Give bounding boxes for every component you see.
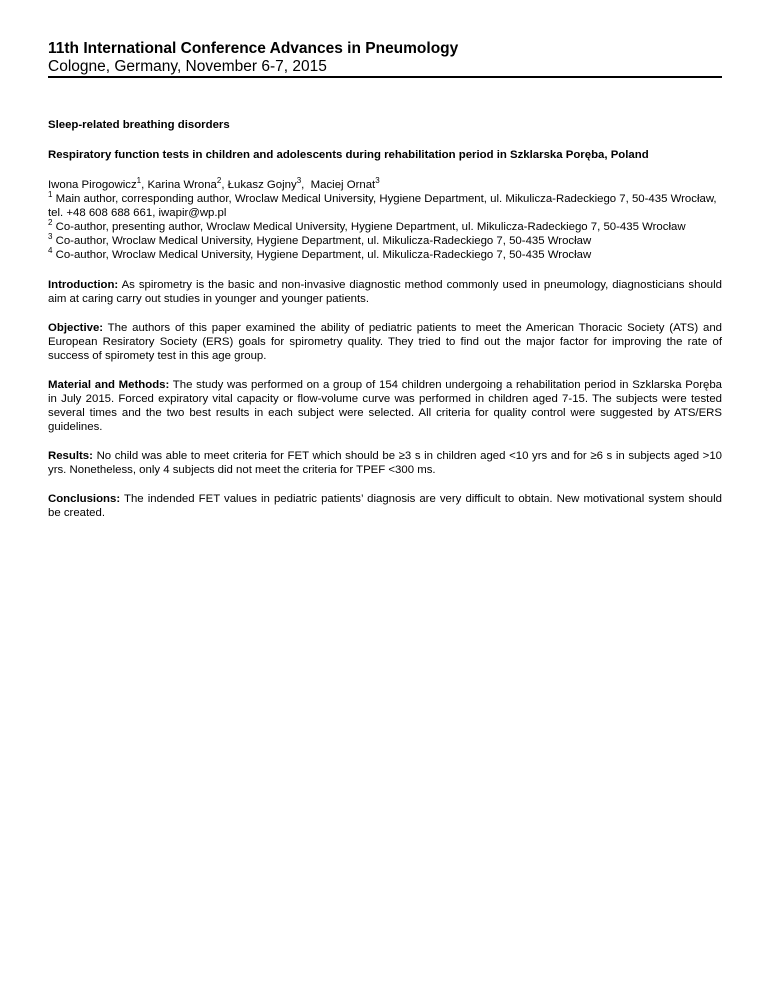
section-text: The authors of this paper examined the ability of pediatric patients to meet the American Thoracic Society (ATS) and European Resiratory Society (ERS) goals for spirometry quality. They tried to find out the major factor for improving the rate of success of spiromety test in this age group.	[48, 322, 722, 362]
affiliation-text: Co-author, Wroclaw Medical University, Hygiene Department, ul. Mikulicza-Radeckiego 7, 50-435 Wrocław	[52, 235, 592, 247]
affiliation-sup: 1	[48, 190, 53, 199]
section-text: The indended FET values in pediatric patients’ diagnosis are very difficult to obtain. New motivational system should be created.	[48, 493, 722, 519]
author-sep: ,	[141, 179, 148, 191]
section-label: Conclusions:	[48, 493, 121, 505]
affiliation-3	[48, 234, 722, 248]
section-text: The study was performed on a group of 154 children undergoing a rehabilitation period in Szklarska Poręba in July 2015. Forced expiratory vital capacity or flow-volume curve was performed in children aged 7-15. The subjects were tested several times and the two best results in each subject were selected. All criteria for quality control were suggested by ATS/ERS guidelines.	[48, 379, 722, 433]
affiliation-sup: 4	[48, 246, 53, 255]
author-sup: 2	[216, 176, 222, 185]
section-text: As spirometry is the basic and non-invasive diagnostic method commonly used in pneumology, diagnosticians should aim at caring carry out studies in younger and younger patients.	[48, 279, 722, 305]
section-text: No child was able to meet criteria for FET which should be ≥3 s in children aged <10 yrs and for ≥6 s in subjects aged >10 yrs. Nonetheless, only 4 subjects did not meet the criteria for TPEF <300 ms.	[48, 450, 722, 476]
conclusions-paragraph	[48, 492, 722, 520]
affiliation-text: Co-author, Wroclaw Medical University, Hygiene Department, ul. Mikulicza-Radeckiego 7, 50-435 Wrocław	[52, 249, 592, 261]
author-sup: 3	[375, 176, 380, 185]
section-label: Objective:	[48, 322, 104, 334]
author-sup: 1	[136, 176, 142, 185]
section-label: Introduction:	[48, 279, 119, 291]
results-paragraph	[48, 449, 722, 477]
author-name: Łukasz Gojny	[227, 179, 297, 191]
affiliation-4	[48, 248, 722, 262]
affiliation-text: Main author, corresponding author, Wroclaw Medical University, Hygiene Department, ul. Mikulicza-Radeckiego 7, 50-435 Wrocław, tel. +48 608 688 661, iwapir@wp.pl	[48, 193, 717, 219]
methods-paragraph	[48, 378, 722, 434]
conference-header	[48, 40, 722, 76]
author-name: Iwona Pirogowicz	[48, 179, 137, 191]
author-sup: 3	[296, 176, 302, 185]
introduction-paragraph	[48, 278, 722, 306]
affiliations	[48, 192, 722, 262]
affiliation-1	[48, 192, 722, 220]
author-name: Maciej Ornat	[310, 179, 376, 191]
section-label: Results:	[48, 450, 93, 462]
affiliation-sup: 3	[48, 232, 53, 241]
header-divider	[48, 76, 722, 78]
session-title: Sleep-related breathing disorders	[48, 119, 230, 131]
conference-title: 11th International Conference Advances in Pneumology	[48, 40, 459, 57]
author-list	[48, 178, 722, 192]
paper-title: Respiratory function tests in children and adolescents during rehabilitation period in Szklarska Poręba, Poland	[48, 149, 649, 161]
section-label: Material and Methods:	[48, 379, 170, 391]
conference-location-date: Cologne, Germany, November 6-7, 2015	[48, 58, 327, 75]
objective-paragraph	[48, 321, 722, 363]
author-name: Karina Wrona	[147, 179, 217, 191]
affiliation-2	[48, 220, 722, 234]
author-sep: ,	[301, 179, 311, 191]
affiliation-text: Co-author, presenting author, Wroclaw Medical University, Hygiene Department, ul. Mikulicza-Radeckiego 7, 50-435 Wrocław	[52, 221, 686, 233]
affiliation-sup: 2	[48, 218, 53, 227]
abstract-body	[48, 118, 722, 535]
author-sep: ,	[221, 179, 228, 191]
